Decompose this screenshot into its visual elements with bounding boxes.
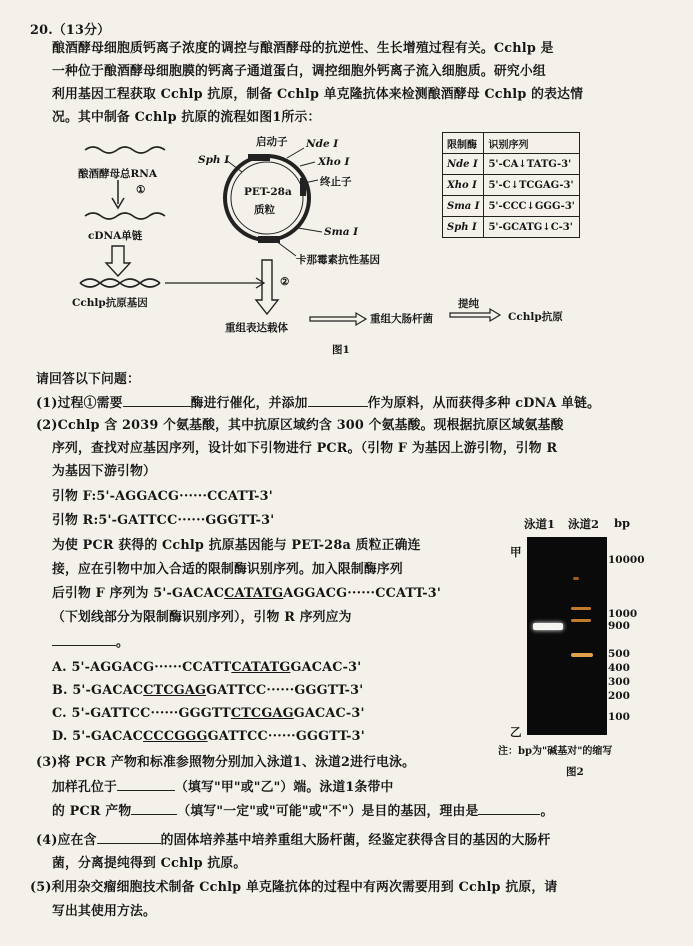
label-nde: Nde Ⅰ	[306, 138, 339, 150]
q4-line-2: 菌，分离提纯得到 Cchlp 抗原。	[52, 856, 247, 871]
cdna-strand	[85, 213, 165, 219]
q2-answer-line	[52, 633, 129, 651]
label-total-rna: 酿酒酵母总RNA	[78, 168, 157, 180]
label-antigen: Cchlp抗原	[508, 311, 563, 323]
q1-text-b: 酶进行催化，并添加	[190, 396, 308, 411]
marker-400: 400	[608, 662, 630, 674]
q3-line-2	[52, 778, 394, 796]
q3-line-3-a: 的 PCR 产物	[52, 804, 132, 819]
intro-line-3: 利用基因工程获取 Cchlp 抗原，制备 Cchlp 单克隆抗体来检测酿酒酵母 Cchlp 的表达情	[52, 87, 584, 102]
label-cdna: cDNA单链	[88, 230, 143, 242]
q1-blank-1[interactable]	[123, 394, 191, 407]
q3-blank-2[interactable]	[131, 802, 177, 815]
marker-10000: 10000	[608, 554, 645, 566]
q4-line-1	[36, 831, 551, 849]
label-terminator: 终止子	[320, 176, 352, 188]
option-d-b: GATTCC······GGGTT-3'	[207, 729, 365, 744]
q5-line-2: 写出其使用方法。	[52, 904, 156, 919]
table-cell: Sph Ⅰ	[443, 217, 484, 238]
option-d-underline: CCCGGG	[143, 729, 208, 744]
q3-blank-3[interactable]	[478, 802, 540, 815]
jia-label: 甲	[510, 545, 522, 559]
option-d[interactable]	[52, 728, 365, 745]
q4-blank[interactable]	[97, 831, 161, 844]
label-xho: Xho Ⅰ	[318, 156, 350, 168]
option-c-a: C. 5'-GATTCC······GGGTT	[52, 706, 231, 721]
primer-f: 引物 F:5'-AGGACG······CCATT-3'	[52, 489, 273, 504]
question-number: 20.（13分）	[30, 23, 111, 38]
q4-b: 的固体培养基中培养重组大肠杆菌，经鉴定获得含目的基因的大肠杆	[160, 833, 551, 848]
option-b[interactable]	[52, 682, 363, 699]
q2-end: 。	[116, 635, 129, 650]
table-row	[443, 217, 580, 238]
option-a[interactable]	[52, 659, 361, 676]
promoter-block	[248, 154, 270, 161]
marker-1000: 1000	[608, 608, 638, 620]
table-cell: 5'-GCATG↓C-3'	[484, 217, 579, 238]
q2-line-1: (2)Cchlp 含 2039 个氨基酸，其中抗原区域约含 300 个氨基酸。现根据抗原区域氨基酸	[36, 418, 564, 433]
q2-line-6	[52, 585, 441, 602]
q3-blank-1[interactable]	[117, 778, 175, 791]
label-promoter: 启动子	[256, 136, 288, 148]
option-c[interactable]	[52, 705, 365, 722]
q2-line-3: 为基因下游引物）	[52, 464, 156, 479]
figure-2-caption: 图2	[566, 766, 584, 778]
q5-line-1: (5)利用杂交瘤细胞技术制备 Cchlp 单克隆抗体的过程中有两次需要用到 Cchlp 抗原，请	[30, 880, 558, 895]
q2-line-6-a: 后引物 F 序列为 5'-GACAC	[52, 586, 225, 601]
label-step-2: ②	[280, 276, 290, 288]
gel-image	[527, 537, 607, 735]
q2-line-6-underline: CATATG	[224, 586, 284, 601]
dna-helix	[80, 279, 160, 287]
q4-a: (4)应在含	[36, 833, 97, 848]
ladder-band-900	[571, 619, 591, 622]
table-cell: 5'-C↓TCGAG-3'	[484, 175, 579, 196]
q2-line-4: 为使 PCR 获得的 Cchlp 抗原基因能与 PET-28a 质粒正确连	[52, 538, 421, 553]
table-row	[443, 154, 580, 175]
q2-line-2: 序列，查找对应基因序列，设计如下引物进行 PCR。（引物 F 为基因上游引物，引物 R	[52, 441, 558, 456]
option-b-b: GATTCC······GGGTT-3'	[206, 683, 364, 698]
arrow-transform	[310, 313, 366, 325]
table-header: 限制酶	[443, 133, 484, 154]
label-plasmid-name: PET-28a	[244, 186, 292, 198]
label-kana: 卡那霉素抗性基因	[296, 254, 380, 266]
table-header-row	[443, 133, 580, 154]
label-vector: 重组表达载体	[225, 322, 288, 334]
figure-2-note: 注：bp为"碱基对"的缩写	[498, 746, 613, 757]
label-sma: Sma Ⅰ	[324, 226, 359, 238]
table-cell: 5'-CA↓TATG-3'	[484, 154, 579, 175]
option-a-underline: CATATG	[231, 660, 291, 675]
q3-line-2-a: 加样孔位于	[52, 780, 117, 795]
figure-1-caption: 图1	[332, 344, 350, 356]
arrow-step2	[256, 260, 278, 314]
q3-line-3-c: 。	[540, 804, 554, 819]
enzyme-table	[442, 132, 580, 238]
option-c-underline: CTCGAG	[230, 706, 294, 721]
label-plasmid: 质粒	[254, 204, 275, 216]
option-c-b: GACAC-3'	[293, 706, 365, 721]
table-cell: Xho Ⅰ	[443, 175, 484, 196]
option-b-underline: CTCGAG	[143, 683, 207, 698]
table-header: 识别序列	[484, 133, 579, 154]
marker-900: 900	[608, 620, 630, 632]
arrow-pcr	[106, 246, 130, 276]
q2-line-5: 接，应在引物中加入合适的限制酶识别序列。加入限制酶序列	[52, 562, 403, 577]
label-step-1: ①	[136, 184, 146, 196]
table-cell: Sma Ⅰ	[443, 196, 484, 217]
intro-line-4: 况。其中制备 Cchlp 抗原的流程如图1所示：	[52, 110, 321, 125]
q2-blank[interactable]	[52, 633, 116, 646]
q2-line-6-b: AGGACG······CCATT-3'	[283, 586, 442, 601]
terminator-block	[300, 178, 306, 196]
q1-text-c: 作为原料，从而获得多种 cDNA 单链。	[367, 396, 601, 411]
label-gene: Cchlp抗原基因	[72, 297, 148, 309]
marker-100: 100	[608, 711, 630, 723]
marker-300: 300	[608, 676, 630, 688]
q3-line-2-b: （填写"甲"或"乙"）端。泳道1条带中	[174, 780, 394, 795]
q1-blank-2[interactable]	[308, 394, 368, 407]
ladder-band-10000	[573, 577, 579, 580]
ladder-band-500	[571, 653, 593, 657]
figure-1	[0, 128, 693, 358]
table-row	[443, 196, 580, 217]
q3-line-1: (3)将 PCR 产物和标准参照物分别加入泳道1、泳道2进行电泳。	[36, 755, 416, 770]
primer-r: 引物 R:5'-GATTCC······GGGTT-3'	[52, 513, 275, 528]
option-a-a: A. 5'-AGGACG······CCATT	[52, 660, 232, 675]
option-b-a: B. 5'-GACAC	[52, 683, 144, 698]
lane-1-band	[533, 623, 563, 630]
option-d-a: D. 5'-GACAC	[52, 729, 144, 744]
table-cell: Nde Ⅰ	[443, 154, 484, 175]
q3-line-3	[52, 802, 553, 820]
answers-prompt: 请回答以下问题：	[36, 372, 140, 387]
label-purify: 提纯	[458, 298, 479, 310]
lane-1-label: 泳道1	[524, 517, 556, 531]
label-sph: Sph Ⅰ	[198, 154, 230, 166]
intro-line-2: 一种位于酿酒酵母细胞膜的钙离子通道蛋白，调控细胞外钙离子流入细胞质。研究小组	[52, 64, 546, 79]
unit-label: bp	[614, 516, 631, 530]
table-cell: 5'-CCC↓GGG-3'	[484, 196, 579, 217]
label-ecoli: 重组大肠杆菌	[370, 313, 433, 325]
q3-line-3-b: （填写"一定"或"可能"或"不"）是目的基因，理由是	[177, 804, 479, 819]
option-a-b: GACAC-3'	[290, 660, 362, 675]
marker-200: 200	[608, 690, 630, 702]
marker-500: 500	[608, 648, 630, 660]
yi-label: 乙	[510, 725, 522, 739]
intro-line-1: 酿酒酵母细胞质钙离子浓度的调控与酿酒酵母的抗逆性、生长增殖过程有关。Cchlp 是	[52, 41, 554, 56]
lane-2-label: 泳道2	[568, 517, 600, 531]
ladder-band-1000	[571, 607, 591, 610]
q2-line-7: （下划线部分为限制酶识别序列），引物 R 序列应为	[52, 610, 352, 625]
q1	[36, 394, 600, 412]
q1-text-a: (1)过程①需要	[36, 396, 123, 411]
rna-strand	[85, 147, 165, 153]
table-row	[443, 175, 580, 196]
